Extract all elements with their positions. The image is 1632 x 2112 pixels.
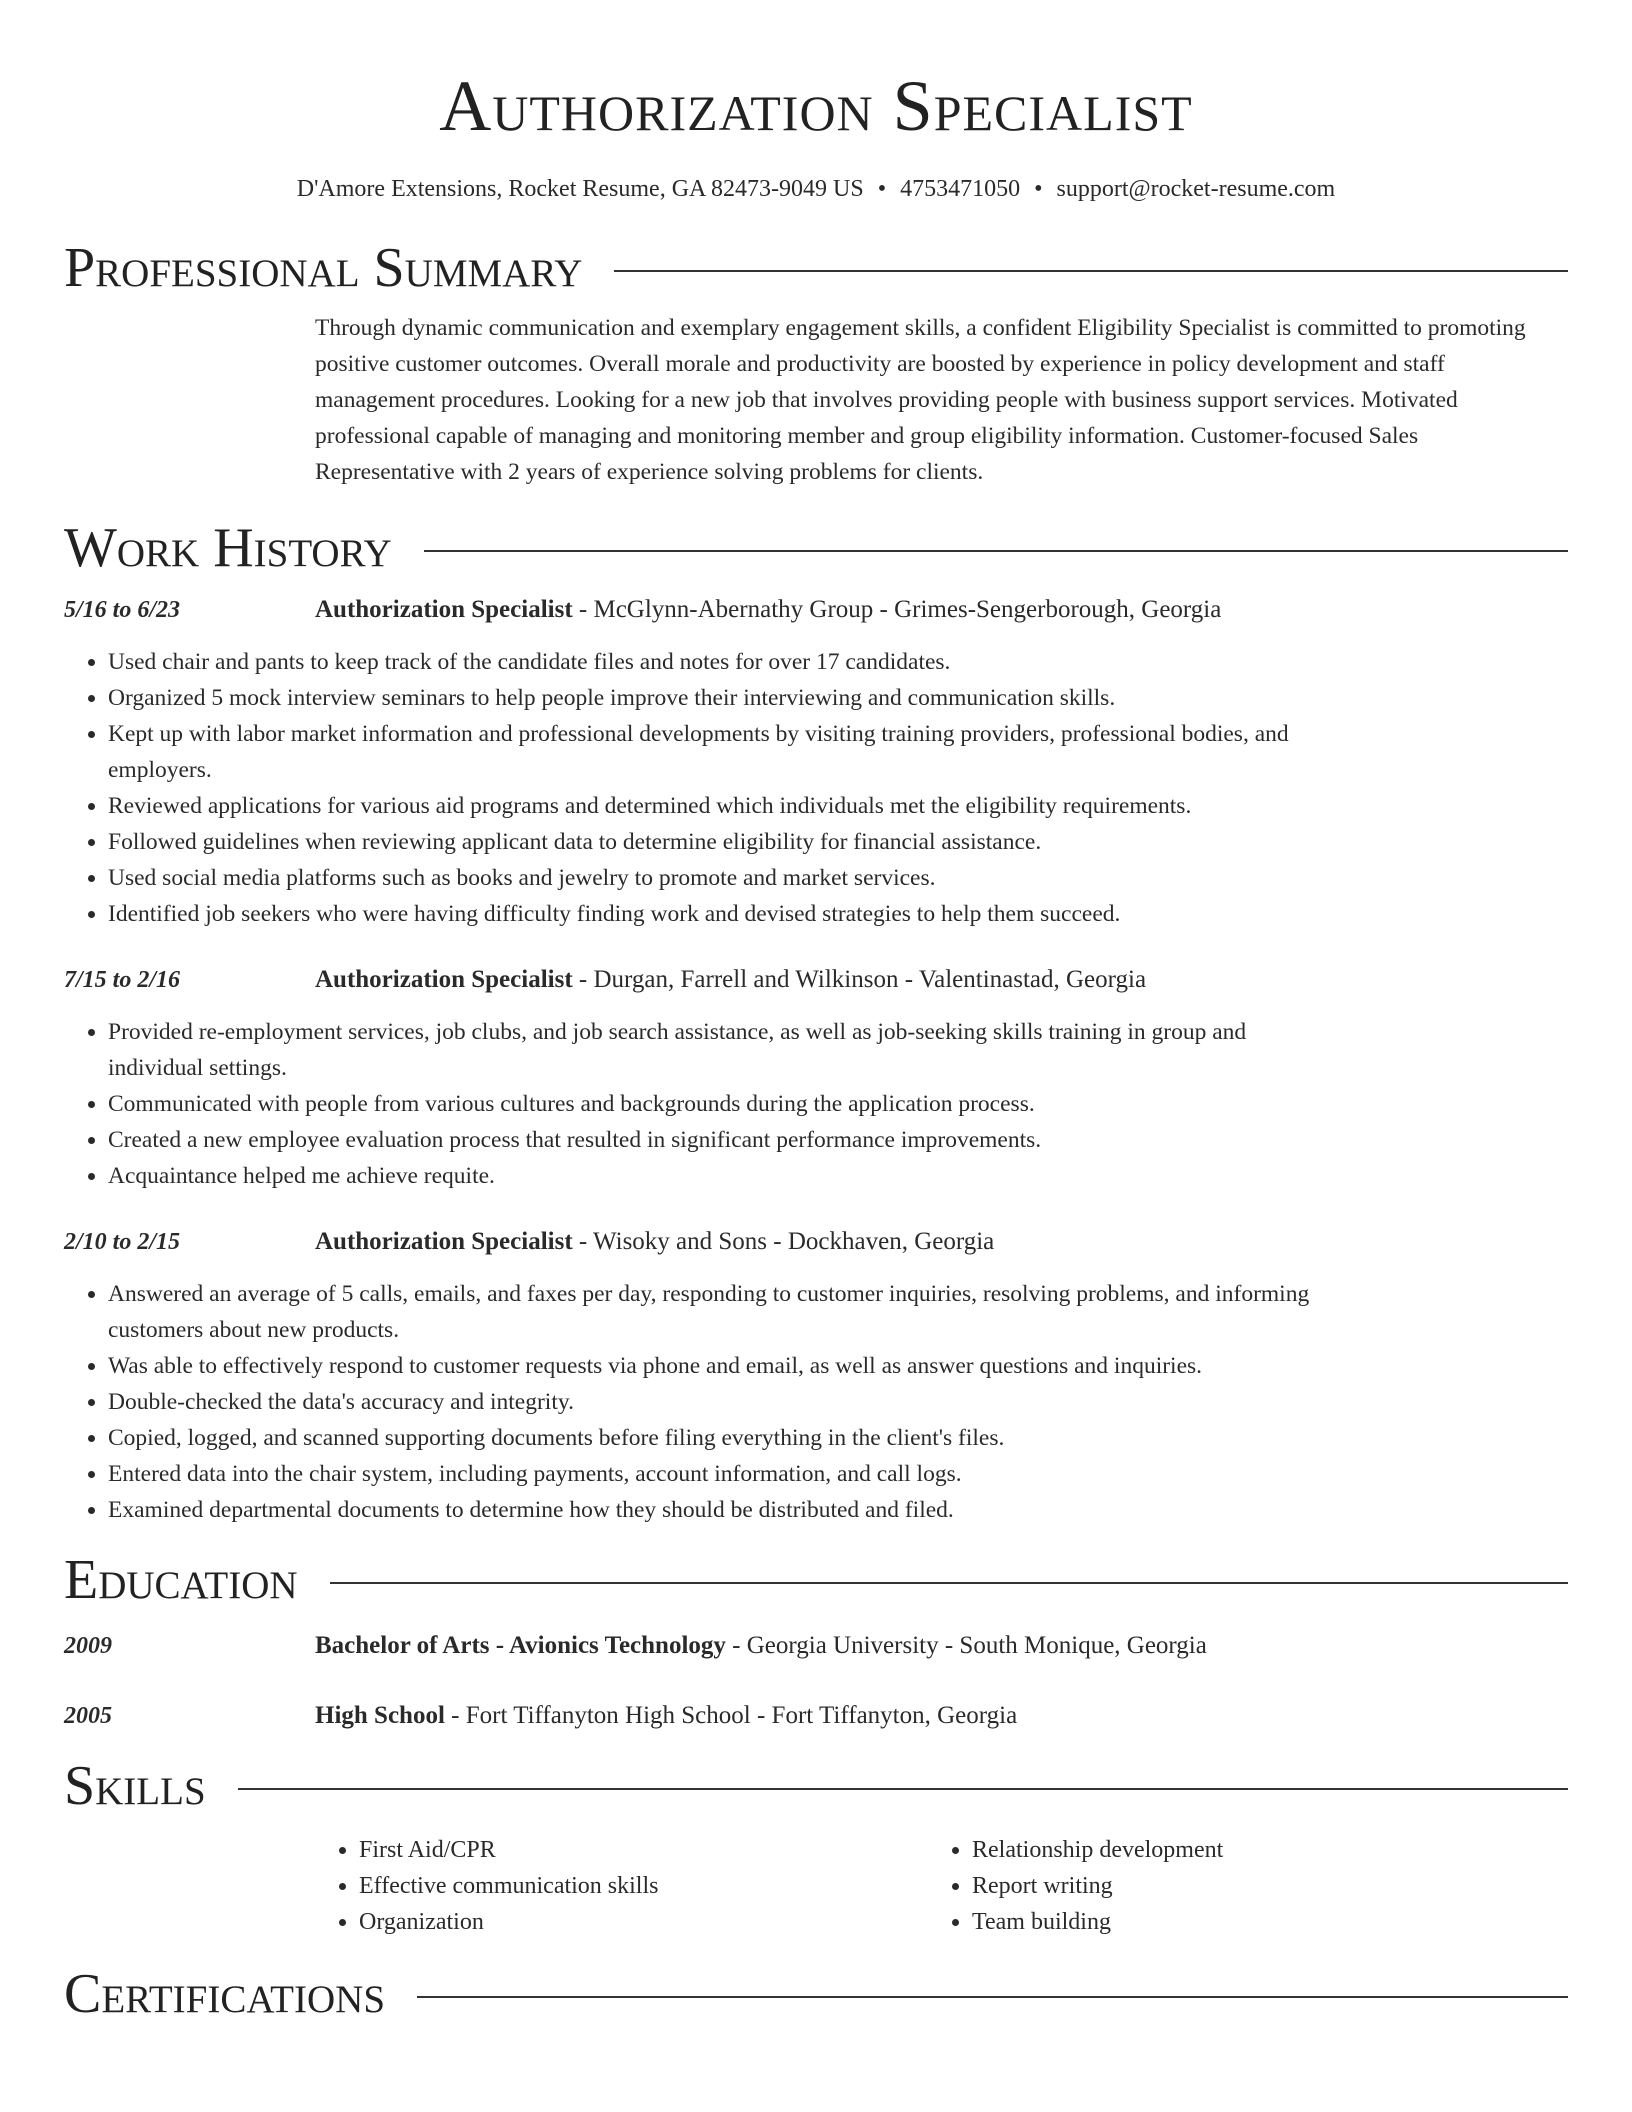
certifications-section-header [64, 1962, 1568, 2026]
job-heading [315, 594, 1221, 626]
job-employer-location: - McGlynn-Abernathy Group - Grimes-Sengerborough, Georgia [572, 596, 1222, 623]
list-item: • Effective communication skills [359, 1868, 928, 1904]
education-heading: Education [64, 1549, 298, 1611]
section-divider [424, 550, 1568, 552]
list-item: • First Aid/CPR [359, 1832, 928, 1868]
list-item: • Acquaintance helped me achieve requite. [108, 1158, 1334, 1194]
list-item: • Organization [359, 1904, 928, 1940]
contact-address: D'Amore Extensions, Rocket Resume, GA 82473-9049 US [296, 176, 864, 202]
resume-title: Authorization Specialist [439, 66, 1193, 146]
job-role: Authorization Specialist [315, 1228, 573, 1255]
job-entry [64, 964, 1568, 1194]
job-bullet-list [64, 644, 1334, 932]
list-item: • Communicated with people from various cultures and backgrounds during the application process. [108, 1086, 1334, 1122]
skills-section-header [64, 1754, 1568, 1818]
education-heading-line [315, 1700, 1017, 1732]
education-degree: Bachelor of Arts - Avionics Technology [315, 1632, 726, 1659]
education-school-location: - Georgia University - South Monique, Georgia [725, 1632, 1207, 1659]
education-heading-line [315, 1630, 1207, 1662]
work-history-heading: Work History [64, 517, 392, 579]
contact-separator: • [1034, 176, 1043, 202]
job-bullet-list [64, 1276, 1334, 1528]
section-divider [238, 1788, 1568, 1790]
job-employer-location: - Wisoky and Sons - Dockhaven, Georgia [572, 1228, 995, 1255]
list-item: • Used social media platforms such as books and jewelry to promote and market services. [108, 860, 1334, 896]
list-item: • Followed guidelines when reviewing applicant data to determine eligibility for financial assistance. [108, 824, 1334, 860]
list-item: • Identified job seekers who were having difficulty finding work and devised strategies to help them succeed. [108, 896, 1334, 932]
job-heading [315, 1226, 994, 1258]
job-dates: 7/15 to 2/16 [64, 967, 181, 993]
list-item: • Relationship development [972, 1832, 1541, 1868]
summary-heading: Professional Summary [64, 237, 583, 299]
resume-page [64, 0, 1568, 2026]
list-item: • Report writing [972, 1868, 1541, 1904]
summary-section-header [64, 236, 1568, 300]
job-employer-location: - Durgan, Farrell and Wilkinson - Valentinastad, Georgia [572, 966, 1147, 993]
section-divider [614, 270, 1568, 272]
education-school-location: - Fort Tiffanyton High School - Fort Tiffanyton, Georgia [444, 1702, 1018, 1729]
contact-phone: 4753471050 [900, 176, 1021, 202]
contact-line [64, 174, 1568, 204]
contact-email: support@rocket-resume.com [1056, 176, 1336, 202]
education-section-header [64, 1548, 1568, 1612]
job-role: Authorization Specialist [315, 966, 573, 993]
work-history-section-header [64, 516, 1568, 580]
education-entry [64, 1630, 1568, 1662]
list-item: • Created a new employee evaluation process that resulted in significant performance improvements. [108, 1122, 1334, 1158]
summary-text: Through dynamic communication and exemplary engagement skills, a confident Eligibility Specialist is committed to promoting positive customer outcomes. Overall morale and productivity are boosted by experience in policy development and staff management procedures. Looking for a new job that involves providing people with business support services. Motivated professional capable of managing and monitoring member and group eligibility information. Customer-focused Sales Representative with 2 years of experience solving problems for clients. [315, 315, 1526, 485]
list-item: • Double-checked the data's accuracy and integrity. [108, 1384, 1334, 1420]
job-bullet-list [64, 1014, 1334, 1194]
section-divider [417, 1996, 1568, 1998]
list-item: • Was able to effectively respond to customer requests via phone and email, as well as answer questions and inquiries. [108, 1348, 1334, 1384]
education-year: 2005 [64, 1703, 112, 1729]
list-item: • Kept up with labor market information and professional developments by visiting training providers, professional bodies, and employers. [108, 716, 1334, 788]
job-role: Authorization Specialist [315, 596, 573, 623]
list-item: • Answered an average of 5 calls, emails, and faxes per day, responding to customer inquiries, resolving problems, and informing customers about new products. [108, 1276, 1334, 1348]
skills-heading: Skills [64, 1755, 206, 1817]
job-entry [64, 594, 1568, 932]
list-item: • Provided re-employment services, job clubs, and job search assistance, as well as job-seeking skills training in group and individual settings. [108, 1014, 1334, 1086]
skills-list-left [315, 1832, 928, 1940]
education-year: 2009 [64, 1633, 112, 1659]
section-divider [330, 1582, 1568, 1584]
list-item: • Organized 5 mock interview seminars to help people improve their interviewing and communication skills. [108, 680, 1334, 716]
education-degree: High School [315, 1702, 445, 1729]
education-entry [64, 1700, 1568, 1732]
certifications-heading: Certifications [64, 1963, 386, 2025]
skills-columns [315, 1832, 1541, 1940]
job-entry [64, 1226, 1568, 1528]
job-dates: 5/16 to 6/23 [64, 597, 181, 623]
list-item: • Examined departmental documents to determine how they should be distributed and filed. [108, 1492, 1334, 1528]
list-item: • Copied, logged, and scanned supporting documents before filing everything in the client's files. [108, 1420, 1334, 1456]
list-item: • Used chair and pants to keep track of the candidate files and notes for over 17 candidates. [108, 644, 1334, 680]
contact-separator: • [877, 176, 887, 202]
list-item: • Entered data into the chair system, including payments, account information, and call logs. [108, 1456, 1334, 1492]
skills-list-right [928, 1832, 1541, 1940]
job-heading [315, 964, 1146, 996]
list-item: • Team building [972, 1904, 1541, 1940]
job-dates: 2/10 to 2/15 [64, 1229, 181, 1255]
list-item: • Reviewed applications for various aid programs and determined which individuals met the eligibility requirements. [108, 788, 1334, 824]
